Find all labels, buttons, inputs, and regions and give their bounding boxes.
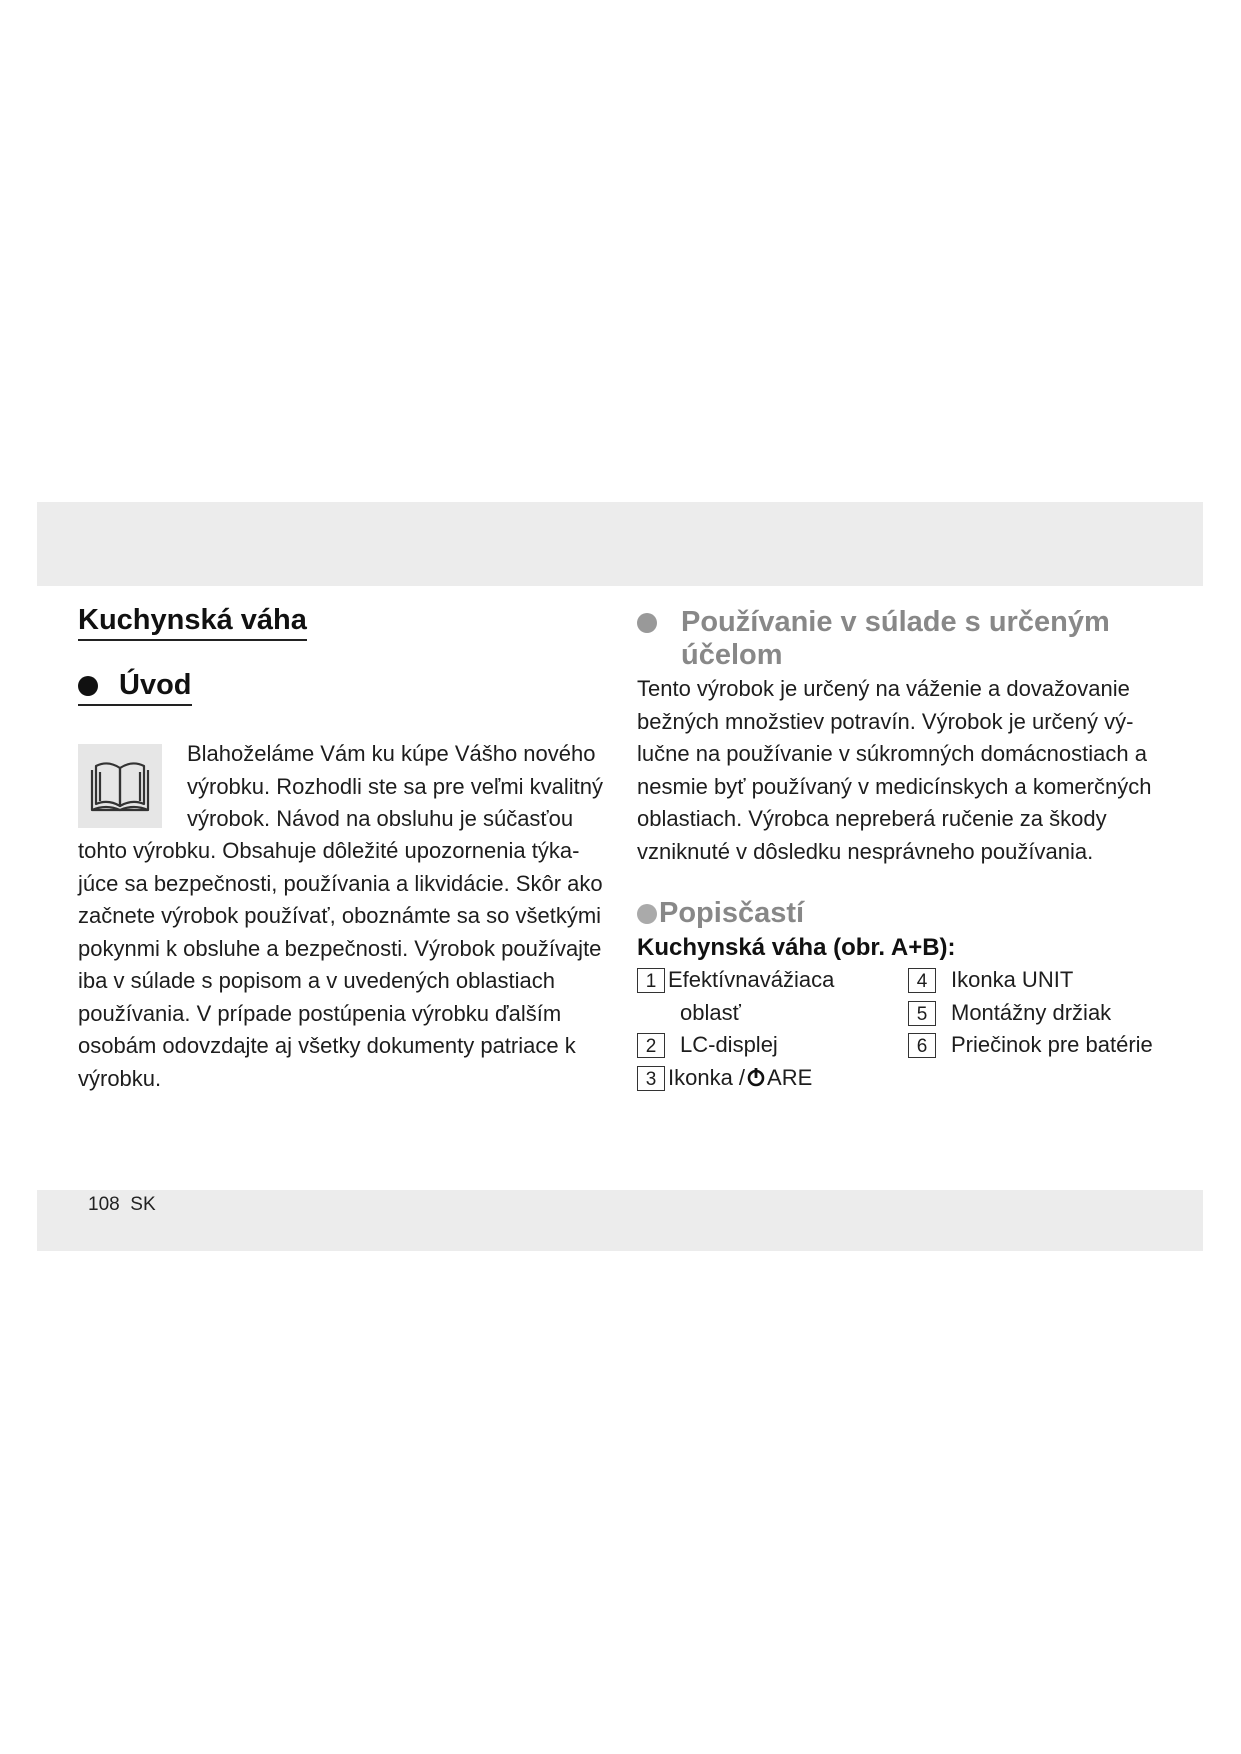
parts-heading-text: Popisčastí [659,897,805,929]
part-number: 1 [637,968,665,993]
part-number: 3 [637,1066,665,1091]
intended-use-heading [637,606,1177,672]
intro-heading-text: Úvod [119,669,192,701]
part-number: 2 [637,1033,665,1058]
part-label: Priečinok pre batérie [951,1032,1153,1057]
bullet-icon [637,613,657,633]
part-label: LC-displej [680,1032,778,1057]
part-item [908,1029,1208,1062]
part-label [668,1062,812,1095]
part-item [637,1029,897,1062]
part-number: 5 [908,1001,936,1026]
intro-text-indented: Blahoželáme Vám ku kúpe Vášho nového výrobku. Rozhodli ste sa pre veľmi kvalitný výrobok. Návod na obsluhu je súčasťou [187,741,604,831]
page-language: SK [130,1194,156,1215]
part-label: Ikonka UNIT [951,967,1074,992]
page-title: Kuchynská váha [78,604,307,641]
part-label: Montážny držiak [951,999,1112,1025]
header-band [37,502,1203,586]
intro-heading [78,669,192,706]
parts-list-left [637,964,897,1094]
intended-use-text: Tento výrobok je určený na váženie a dovažovanie bežných množstiev potravín. Výrobok je určený vý-lučne na používanie v súkromných domácnostiach a nesmie byť používaný v medicínskych a komerčných oblastiach. Výrobca nepreberá ručenie za škody vzniknuté v dôsledku nesprávneho používania. [637,676,1152,864]
parts-list-right [908,964,1208,1062]
part-item [908,964,1208,997]
part-label-after: ARE [767,1064,813,1090]
part-item [908,997,1208,1030]
power-icon [746,1067,766,1087]
intended-use-heading-text: Používanie v súlade s určeným účelom [681,606,1110,671]
part-label-before: Ikonka / [668,1064,746,1090]
bullet-icon [637,904,657,924]
manual-book-icon [78,744,162,828]
parts-heading [637,897,804,930]
parts-subheading: Kuchynská váha (obr. A+B): [637,934,956,961]
part-label: Efektívnavážiaca [668,967,835,992]
page-number [88,1194,156,1216]
footer-band [37,1190,1203,1251]
bullet-icon [78,676,98,696]
part-number: 4 [908,968,936,993]
part-item [637,964,897,997]
part-item [637,1062,897,1095]
intro-text: tohto výrobku. Obsahuje dôležité upozornenia týka-júce sa bezpečnosti, používania a likvidácie. Skôr ako začnete výrobok používať, oboznámte sa so všetkými pokynmi k obsluhe a bezpečnosti. Výrobok používajte iba v súlade s popisom a v uvedených oblastiach používania. V prípade postúpenia výrobku ďalším osobám odovzdajte aj všetky dokumenty patriace k výrobku. [78,838,603,1091]
page-number-value: 108 [88,1194,120,1215]
part-label-continuation: oblasť [680,999,741,1025]
part-number: 6 [908,1033,936,1058]
